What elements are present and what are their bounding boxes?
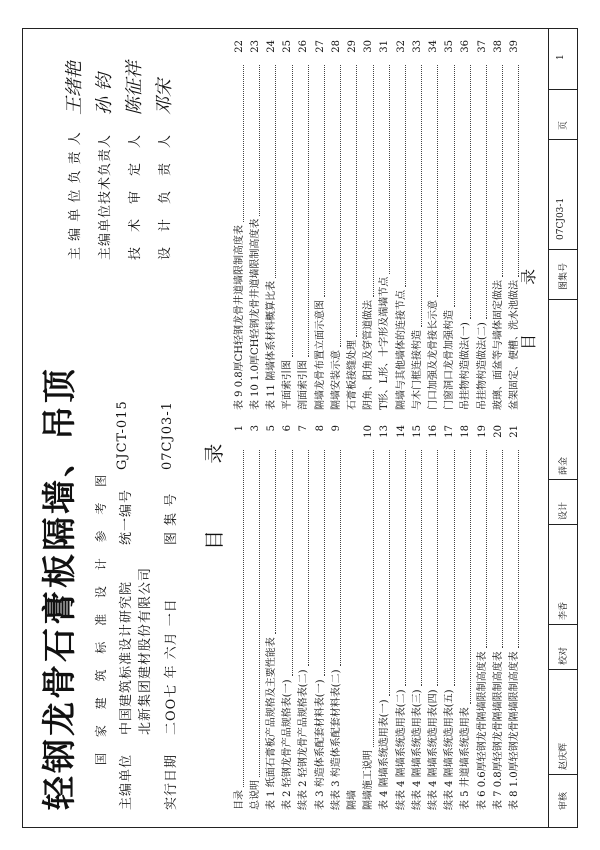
toc-right-row[interactable]	[443, 40, 458, 410]
toc-entry-label: 石膏板接缝处理	[346, 340, 358, 410]
toc-entry-label: T形、L形、十字形及端墙节点	[379, 276, 391, 410]
toc-entry-label: 隔墙	[346, 790, 358, 810]
toc-entry-label: 门窗洞口龙骨加强构造	[444, 310, 456, 410]
title-block-reviewer-name: 赵庆辉	[559, 742, 569, 770]
toc-right-row[interactable]	[410, 40, 425, 410]
unified-no: GJCT-015	[115, 400, 130, 470]
toc-leader-dots	[421, 65, 422, 327]
toc-entry-label: 总说明	[249, 780, 261, 810]
toc-left-row[interactable]	[378, 425, 393, 810]
toc-left-row[interactable]	[264, 425, 279, 810]
toc-entry-label: 表 4 隔墙系统选用表(一)	[379, 699, 391, 810]
title-block-heading: 目 录	[519, 246, 538, 350]
toc-entry-page: 25	[282, 40, 294, 53]
toc-left-row[interactable]	[297, 425, 312, 810]
atlas-no-label: 图 集 号	[164, 492, 179, 545]
title-block-divider	[548, 139, 578, 140]
toc-right-row[interactable]	[264, 40, 279, 410]
title-block-check-label: 校对	[559, 646, 569, 665]
toc-entry-page: 20	[492, 425, 504, 438]
toc-left-row[interactable]	[248, 425, 263, 810]
toc-leader-dots	[259, 450, 260, 777]
toc-entry-page: 36	[460, 40, 472, 53]
toc-leader-dots	[324, 450, 325, 676]
personnel-role: 主编单位技术负责人	[98, 133, 113, 260]
title-block-atlas-no-label: 图集号	[559, 262, 569, 290]
toc-leader-dots	[259, 65, 260, 216]
toc-leader-dots	[405, 65, 406, 287]
toc-entry-label: 表 11 隔墙体系材料概算比表	[265, 280, 277, 410]
toc-right-row[interactable]	[459, 40, 474, 410]
cover-subtitle: 国 家 建 筑 标 准 设 计 参 考 图	[94, 468, 108, 765]
toc-entry-page: 15	[411, 425, 423, 438]
toc-entry-label: 与木门框连接构造	[411, 330, 423, 410]
toc-entry-label: 续表 4 隔墙系统选用表(五)	[444, 689, 456, 810]
toc-entry-page: 27	[314, 40, 326, 53]
toc-entry-label: 表 2 轻钢龙骨产品规格表(一)	[282, 679, 294, 810]
toc-leader-dots	[421, 450, 422, 686]
personnel-signature: 陈征祥	[124, 61, 145, 115]
toc-right-row[interactable]	[248, 40, 263, 410]
toc-leader-dots	[389, 450, 390, 696]
toc-leader-dots	[454, 65, 455, 307]
toc-leader-dots	[470, 450, 471, 704]
cover-title: 轻钢龙骨石膏板隔墙、吊顶	[40, 366, 80, 810]
toc-entry-label: 隔墙龙骨布置立面示意图	[314, 300, 326, 410]
title-block-page-label: 页	[559, 120, 569, 130]
toc-entry-label: 表 5 井道墙系统选用表	[460, 707, 472, 810]
toc-entry-page: 28	[330, 40, 342, 53]
title-block-page-number: 1	[556, 54, 566, 60]
toc-entry-label: 剖面索引图	[298, 360, 310, 410]
toc-left-row[interactable]	[491, 425, 506, 810]
toc-entry-label: 表 3 构造体系配套材料表(一)	[314, 679, 326, 810]
toc-leader-dots	[340, 65, 341, 347]
toc-leader-dots	[356, 65, 357, 337]
title-block-divider	[548, 479, 578, 480]
toc-entry-page: 30	[363, 40, 375, 53]
toc-entry-page: 37	[476, 40, 488, 53]
personnel-signature: 邓宋	[154, 79, 175, 115]
toc-entry-label: 隔墙安装示意	[330, 350, 342, 410]
toc-entry-page: 22	[233, 40, 245, 53]
toc-entry-page: 7	[298, 425, 310, 432]
toc-entry-page: 3	[249, 425, 261, 432]
toc-right-row[interactable]	[345, 40, 360, 410]
toc-right-row[interactable]	[329, 40, 344, 410]
toc-entry-page: 10	[363, 425, 375, 438]
effective-label: 实行日期	[164, 753, 179, 810]
toc-entry-label: 续表 4 隔墙系统选用表(三)	[411, 689, 423, 810]
toc-entry-page: 5	[265, 425, 277, 432]
toc-leader-dots	[292, 450, 293, 676]
toc-leader-dots	[389, 65, 390, 274]
toc-entry-page: 29	[346, 40, 358, 53]
toc-entry-label: 隔墙施工说明	[363, 750, 375, 810]
toc-entry-label: 吊挂物构造做法(一)	[460, 322, 472, 410]
personnel-role: 设 计 负 责 人	[158, 133, 173, 260]
toc-leader-dots	[308, 450, 309, 666]
toc-leader-dots	[518, 450, 519, 648]
title-block-divider	[548, 774, 578, 775]
toc-entry-label: 吊挂物构造做法(二)	[476, 322, 488, 410]
toc-entry-label: 门口加强及龙骨接长示意	[427, 300, 439, 410]
toc-left-row[interactable]	[313, 425, 328, 810]
toc-entry-label: 表 10 1.0厚CH轻钢龙骨井道墙限制高度表	[249, 218, 261, 410]
toc-right-row[interactable]	[313, 40, 328, 410]
toc-entry-page: 6	[282, 425, 294, 432]
toc-entry-page: 38	[492, 40, 504, 53]
toc-leader-dots	[486, 450, 487, 648]
toc-entry-label: 续表 3 构造体系配套材料表(二)	[330, 669, 342, 810]
toc-entry-page: 21	[508, 425, 520, 438]
toc-left-row[interactable]	[394, 425, 409, 810]
toc-entry-label: 续表 4 隔墙系统选用表(四)	[427, 689, 439, 810]
toc-leader-dots	[373, 65, 374, 297]
toc-entry-page: 19	[476, 425, 488, 438]
toc-entry-page: 24	[265, 40, 277, 53]
toc-entry-page: 39	[508, 40, 520, 53]
toc-right-row[interactable]	[426, 40, 441, 410]
toc-leader-dots	[292, 65, 293, 357]
title-block-divider	[548, 249, 578, 250]
toc-entry-page: 9	[330, 425, 342, 432]
toc-left-row[interactable]	[459, 425, 474, 810]
personnel-signature: 孙 钧	[94, 73, 115, 115]
toc-leader-dots	[243, 65, 244, 222]
toc-left-row[interactable]	[362, 425, 377, 810]
toc-entry-label: 表 6 0.6厚轻钢龙骨隔墙限制高度表	[476, 651, 488, 810]
toc-leader-dots	[437, 450, 438, 686]
editor-org-2: 北新集团建材股份有限公司	[138, 566, 153, 735]
toc-leader-dots	[502, 450, 503, 648]
title-block-checker-name: 李香	[559, 601, 569, 620]
toc-left-row[interactable]	[426, 425, 441, 810]
toc-entry-page: 1	[233, 425, 245, 432]
title-block-divider	[548, 89, 578, 90]
unified-no-label: 统一编号	[119, 488, 134, 545]
toc-entry-label: 盆架固定、便槽、洗水池做法	[508, 280, 520, 410]
editor-org-1: 中国建筑标准设计研究院	[119, 580, 134, 735]
toc-right-row[interactable]	[507, 40, 522, 410]
toc-entry-page: 18	[460, 425, 472, 438]
title-block-divider	[548, 669, 578, 670]
toc-entry-label: 表 1 纸面石膏板产品规格及主要性能表	[265, 637, 277, 810]
toc-entry-label: 目录	[233, 790, 245, 810]
toc-right-row[interactable]	[297, 40, 312, 410]
toc-entry-label: 表 7 0.8厚轻钢龙骨隔墙限制高度表	[492, 651, 504, 810]
toc-leader-dots	[243, 450, 244, 787]
toc-left-row[interactable]	[329, 425, 344, 810]
personnel-role: 主 编 单 位 负 责 人	[68, 131, 83, 260]
atlas-no: 07CJ03-1	[160, 401, 175, 470]
toc-leader-dots	[518, 65, 519, 277]
personnel-signature: 王绪艳	[64, 61, 85, 115]
toc-left-row[interactable]	[345, 425, 360, 810]
toc-entry-label: 表 8 1.0厚轻钢龙骨隔墙限制高度表	[508, 651, 520, 810]
toc-leader-dots	[275, 65, 276, 278]
toc-leader-dots	[275, 450, 276, 634]
toc-leader-dots	[373, 450, 374, 747]
toc-entry-page: 31	[379, 40, 391, 53]
toc-entry-label: 隔墙与其他墙体的连接节点	[395, 290, 407, 410]
toc-right-row[interactable]	[491, 40, 506, 410]
toc-leader-dots	[308, 65, 309, 357]
toc-entry-page: 13	[379, 425, 391, 438]
toc-right-row[interactable]	[394, 40, 409, 410]
toc-entry-page: 8	[314, 425, 326, 432]
toc-right-row[interactable]	[281, 40, 296, 410]
toc-entry-label: 续表 4 隔墙系统选用表(二)	[395, 689, 407, 810]
toc-entry-label: 阴角、阳角及穿管道做法	[363, 300, 375, 410]
personnel-role: 技 术 审 定 人	[128, 133, 143, 260]
toc-entry-page: 35	[444, 40, 456, 53]
title-block-designer-name: 薛金	[559, 456, 569, 475]
toc-left-row[interactable]	[232, 425, 247, 810]
toc-left-row[interactable]	[443, 425, 458, 810]
toc-entry-page: 16	[427, 425, 439, 438]
title-block-top-rule	[548, 28, 549, 828]
toc-leader-dots	[405, 450, 406, 686]
toc-heading: 目 录	[202, 413, 226, 550]
toc-left-row[interactable]	[507, 425, 522, 810]
title-block-review-label: 审核	[559, 791, 569, 810]
toc-right-row[interactable]	[475, 40, 490, 410]
toc-entry-page: 34	[427, 40, 439, 53]
toc-leader-dots	[454, 450, 455, 686]
toc-entry-label: 平面索引图	[282, 360, 294, 410]
toc-entry-page: 23	[249, 40, 261, 53]
toc-entry-label: 玻璃、面盆等与墙体固定做法	[492, 280, 504, 410]
toc-entry-label: 表 9 0.8厚CH轻钢龙骨井道墙限制高度表	[233, 225, 245, 410]
toc-leader-dots	[437, 65, 438, 297]
toc-leader-dots	[486, 65, 487, 319]
toc-left-row[interactable]	[475, 425, 490, 810]
toc-right-row[interactable]	[378, 40, 393, 410]
toc-leader-dots	[470, 65, 471, 319]
title-block-divider	[548, 524, 578, 525]
effective-date: 二OO七 年 六月 一日	[164, 598, 179, 735]
toc-leader-dots	[502, 65, 503, 277]
toc-entry-page: 32	[395, 40, 407, 53]
toc-right-row[interactable]	[362, 40, 377, 410]
title-block-divider	[548, 299, 578, 300]
toc-leader-dots	[340, 450, 341, 666]
toc-entry-page: 26	[298, 40, 310, 53]
toc-leader-dots	[324, 65, 325, 297]
title-block-atlas-no-value: 07CJ03-1	[556, 197, 566, 240]
toc-right-row[interactable]	[232, 40, 247, 410]
toc-left-row[interactable]	[410, 425, 425, 810]
editor-org-label: 主编单位	[119, 753, 134, 810]
title-block-divider	[548, 624, 578, 625]
toc-entry-page: 33	[411, 40, 423, 53]
toc-entry-label: 续表 2 轻钢龙骨产品规格表(二)	[298, 669, 310, 810]
title-block-design-label: 设计	[559, 501, 569, 520]
toc-left-row[interactable]	[281, 425, 296, 810]
toc-entry-page: 14	[395, 425, 407, 438]
toc-entry-page: 17	[444, 425, 456, 438]
